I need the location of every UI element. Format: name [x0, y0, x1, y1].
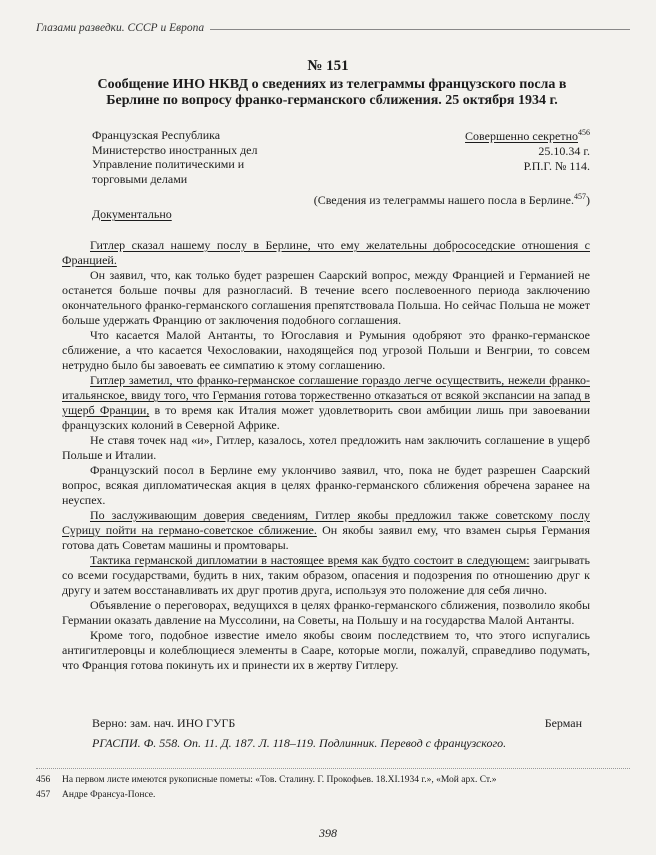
document-number: № 151 [307, 58, 349, 74]
source-note [170, 189, 590, 208]
source-note-text: (Сведения из телеграммы нашего посла в Берлине. [313, 193, 574, 207]
paragraph [62, 268, 590, 328]
paragraph-text: Объявление о переговорах, ведущихся в целях франко-германского сближения, позволило якобы Германии оказать давление на Муссолини, на Советы, на Польшу и на государства Малой Антанты. [62, 598, 590, 627]
paragraph [62, 238, 590, 268]
footnote-text: На первом листе имеются рукописные пометы: «Тов. Сталину. Г. Прокофьев. 18.XI.1934 г.», «Мой арх. Ст.» [62, 775, 497, 785]
paragraph [62, 553, 590, 598]
footnote [36, 789, 636, 801]
classification-block [390, 125, 590, 174]
sender-line: торговыми делами [92, 171, 188, 186]
document-body [62, 238, 590, 673]
underlined-text: Гитлер заметил, что франко-германское соглашение гораздо легче осуществить, нежели франко-итальянское, ввиду того, что Германия готова торжественно отказаться от всякой экспансии на запад в ущерб Франции, [62, 373, 590, 417]
footnote-ref: 457 [574, 192, 586, 201]
paragraph-text: Кроме того, подобное известие имело якобы своим последствием то, что этого испугались антигитлеровцы и колеблющиеся элементы в Сааре, которые могли, пожалуй, справедливо подумать, что Франция готова покинуть их и принести их в жертву Гитлеру. [62, 628, 590, 672]
paragraph-text: заигрывать со всеми государствами, будить в них, таким образом, опасения и подозрения по отношению друг к другу и затем восстанавливать их друг против друга, используя это положение для себя лично. [62, 553, 590, 597]
sender-line: Французская Республика [92, 128, 221, 142]
documentary-flag: Документально [92, 207, 172, 221]
footnote-text: Андре Франсуа-Понсе. [62, 790, 156, 800]
signature-title: Верно: зам. нач. ИНО ГУГБ [92, 716, 236, 730]
paragraph-text: Он заявил, что, как только будет разрешен Саарский вопрос, между Францией и Германией не останется больше почвы для разногласий. В течение всего послевоенного периода заключению окончательного франко-германского соглашения препятствовала Польша. Но сейчас Польша не может больше удержать Францию от заключения подобного соглашения. [62, 268, 590, 327]
paragraph [62, 328, 590, 373]
footnote [36, 774, 636, 786]
sender-block [92, 128, 322, 186]
paragraph-text: в то время как Италия может удовлетворить свои амбиции лишь при завоевании французских колоний в Северной Африке. [62, 403, 591, 432]
paragraph [62, 508, 590, 553]
footnote-ref: 456 [578, 128, 590, 137]
archive-reference: РГАСПИ. Ф. 558. Оп. 11. Д. 187. Л. 118–119. Подлинник. Перевод с французского. [92, 736, 507, 750]
paragraph [62, 433, 590, 463]
sender-line: Министерство иностранных дел [92, 142, 258, 157]
document-reference: Р.П.Г. № 114. [523, 159, 590, 173]
paragraph-text: Не ставя точек над «и», Гитлер, казалось, хотел предложить нам заключить соглашение в ущерб Польше и Италии. [62, 433, 590, 462]
document-date: 25.10.34 г. [538, 144, 590, 158]
document-title: Сообщение ИНО НКВД о сведениях из телеграммы французского посла в Берлине по вопросу франко-германского сближения. 25 октября 1934 г. [97, 77, 567, 108]
footnote-number: 456 [36, 775, 51, 785]
paragraph-text: Что касается Малой Антанты, то Югославия и Румыния одобряют это франко-германское сближение, а что касается Чехословакии, находящейся под угрозой Польши и Венгрии, то совсем нетрудно было бы завоевать ее симпатию к этому соглашению. [62, 328, 590, 372]
paragraph-text: Французский посол в Берлине ему уклончиво заявил, что, пока не будет разрешен Саарский вопрос, всякая дипломатическая акция в целях франко-германского сближения обречена заранее на неуспех. [62, 463, 590, 507]
underlined-text: Тактика германской дипломатии в настоящее время как будто состоит в следующем: [90, 553, 530, 567]
paragraph [62, 598, 590, 628]
paragraph [62, 463, 590, 508]
underlined-text: По заслуживающим доверия сведениям, Гитлер якобы предложил также советскому послу Сурицу пойти на германо-советское сближение. [62, 508, 590, 537]
signature-line [92, 716, 582, 731]
footnote-divider [36, 768, 630, 769]
signature-name: Берман [544, 716, 582, 730]
paragraph-text: Он якобы заявил ему, что взамен сырья Германия готова дать Советам машины и промтовары. [62, 523, 590, 552]
paragraph [62, 373, 590, 433]
paragraph [62, 628, 590, 673]
source-note-close: ) [586, 193, 590, 207]
secrecy-label: Совершенно секретно [465, 129, 578, 143]
running-head [36, 22, 630, 34]
sender-line: Управление политическими и [92, 157, 245, 171]
running-head-rule [210, 29, 630, 30]
underlined-text: Гитлер сказал нашему послу в Берлине, что ему желательны добрососедские отношения с Францией. [62, 238, 590, 267]
page-number: 398 [319, 826, 337, 840]
footnote-number: 457 [36, 790, 51, 800]
secrecy-line [390, 125, 590, 144]
running-head-text: Глазами разведки. СССР и Европа [36, 22, 205, 34]
